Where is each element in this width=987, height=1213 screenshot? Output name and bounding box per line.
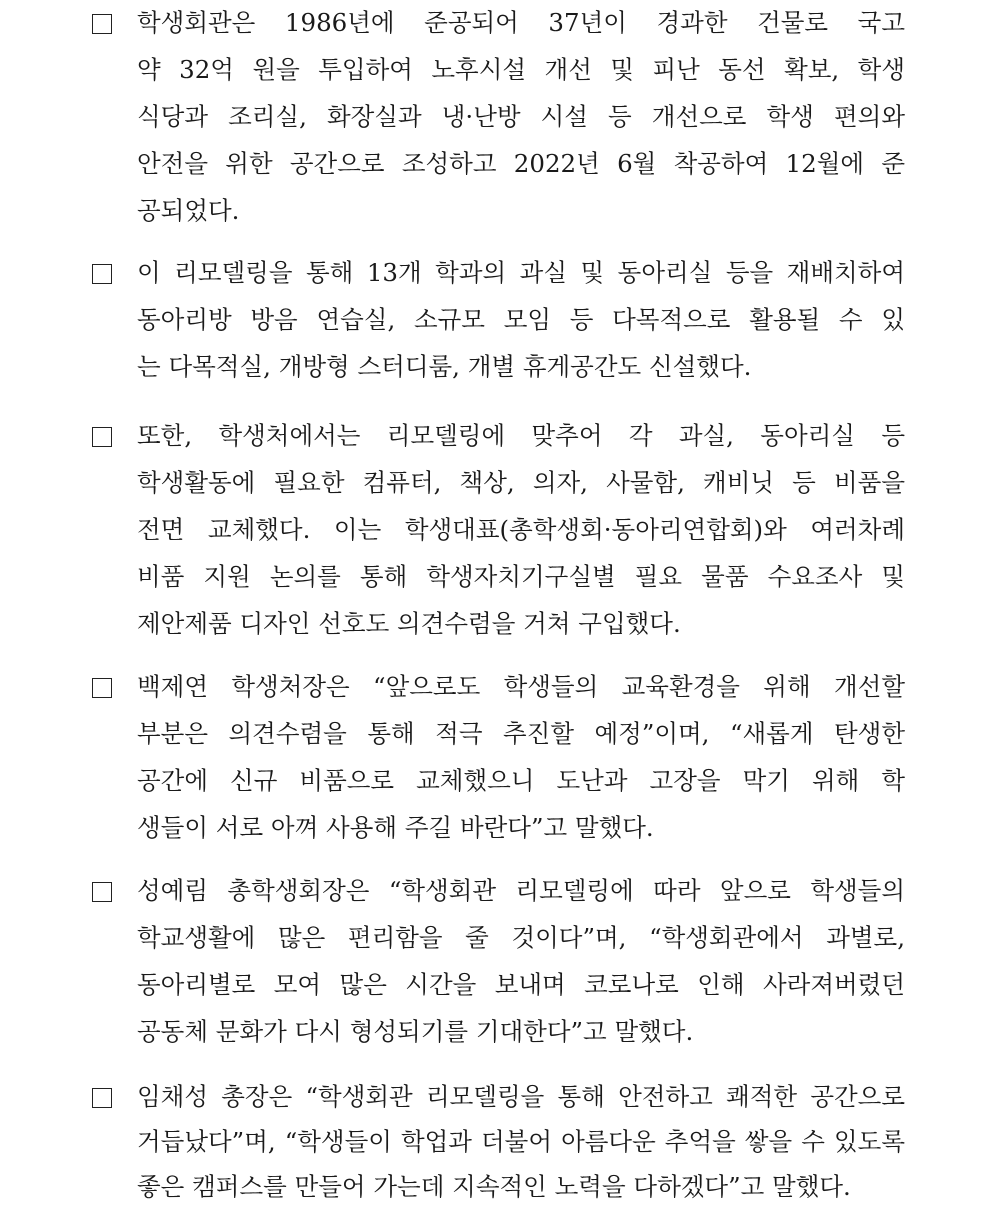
paragraph-line: 안전을 위한 공간으로 조성하고 2022년 6월 착공하여 12월에 준	[137, 149, 905, 178]
checkbox-icon	[92, 264, 112, 284]
paragraph-line: 학교생활에 많은 편리함을 줄 것이다”며, “학생회관에서 과별로,	[137, 923, 905, 952]
paragraph-line: 학생회관은 1986년에 준공되어 37년이 경과한 건물로 국고	[137, 8, 905, 37]
checkbox-icon	[92, 1088, 112, 1108]
paragraph-line: 동아리방 방음 연습실, 소규모 모임 등 다목적으로 활용될 수 있	[137, 305, 905, 334]
paragraph-line: 학생활동에 필요한 컴퓨터, 책상, 의자, 사물함, 캐비닛 등 비품을	[137, 468, 905, 497]
paragraph-line: 백제연 학생처장은 “앞으로도 학생들의 교육환경을 위해 개선할	[137, 672, 905, 701]
paragraph-line: 생들이 서로 아껴 사용해 주길 바란다”고 말했다.	[137, 813, 654, 842]
paragraph-line: 임채성 총장은 “학생회관 리모델링을 통해 안전하고 쾌적한 공간으로	[137, 1082, 905, 1111]
paragraph-line: 또한, 학생처에서는 리모델링에 맞추어 각 과실, 동아리실 등	[137, 421, 905, 450]
paragraph-line: 공동체 문화가 다시 형성되기를 기대한다”고 말했다.	[137, 1017, 694, 1046]
paragraph-line: 동아리별로 모여 많은 시간을 보내며 코로나로 인해 사라져버렸던	[137, 970, 905, 999]
paragraph-line: 부분은 의견수렴을 통해 적극 추진할 예정”이며, “새롭게 탄생한	[137, 719, 905, 748]
paragraph-line: 공간에 신규 비품으로 교체했으니 도난과 고장을 막기 위해 학	[137, 766, 905, 795]
checkbox-icon	[92, 678, 112, 698]
paragraph-line: 비품 지원 논의를 통해 학생자치기구실별 필요 물품 수요조사 및	[137, 562, 905, 591]
paragraph-line: 공되었다.	[137, 196, 240, 225]
paragraph-line: 제안제품 디자인 선호도 의견수렴을 거쳐 구입했다.	[137, 609, 681, 638]
paragraph-line: 식당과 조리실, 화장실과 냉·난방 시설 등 개선으로 학생 편의와	[137, 102, 905, 131]
checkbox-icon	[92, 882, 112, 902]
paragraph-line: 좋은 캠퍼스를 만들어 가는데 지속적인 노력을 다하겠다”고 말했다.	[137, 1172, 851, 1201]
paragraph-line: 약 32억 원을 투입하여 노후시설 개선 및 피난 동선 확보, 학생	[137, 55, 905, 84]
paragraph-line: 는 다목적실, 개방형 스터디룸, 개별 휴게공간도 신설했다.	[137, 352, 752, 381]
paragraph-line: 거듭났다”며, “학생들이 학업과 더불어 아름다운 추억을 쌓을 수 있도록	[137, 1127, 905, 1156]
checkbox-icon	[92, 427, 112, 447]
checkbox-icon	[92, 14, 112, 34]
paragraph-line: 성예림 총학생회장은 “학생회관 리모델링에 따라 앞으로 학생들의	[137, 876, 905, 905]
paragraph-line: 전면 교체했다. 이는 학생대표(총학생회·동아리연합회)와 여러차례	[137, 515, 905, 544]
paragraph-line: 이 리모델링을 통해 13개 학과의 과실 및 동아리실 등을 재배치하여	[137, 258, 905, 287]
